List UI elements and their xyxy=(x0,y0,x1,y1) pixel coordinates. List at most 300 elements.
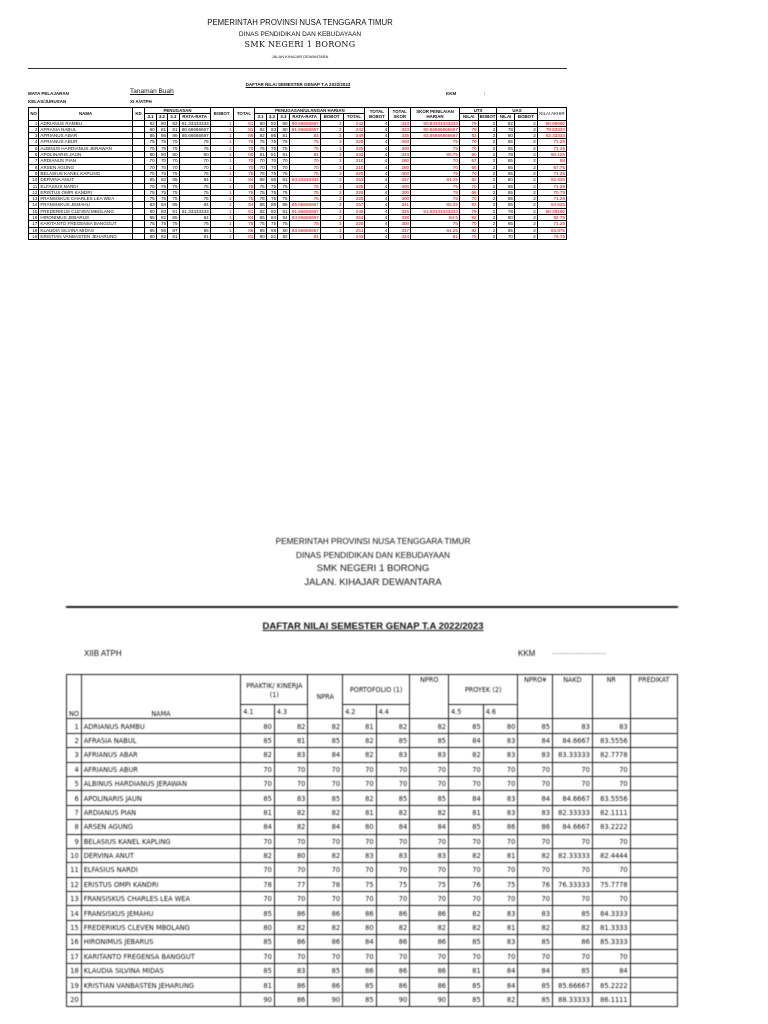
row-cell: 71.25 xyxy=(537,196,566,202)
row-cell: 324 xyxy=(389,233,411,239)
row-cell: 2 xyxy=(478,164,497,170)
b-row-predikat xyxy=(630,863,677,877)
b-row-cell: 82 xyxy=(410,920,449,934)
row-cell: 75 xyxy=(233,170,255,176)
b-row-cell: 70 xyxy=(343,892,377,906)
row-cell: 82.33333 xyxy=(537,133,566,139)
row-cell: 75 xyxy=(145,221,156,227)
row-cell: 251 xyxy=(343,227,365,233)
row-cell: 81 xyxy=(168,208,179,214)
b-row-cell: 85 xyxy=(518,992,553,1006)
row-cell: 80.75 xyxy=(411,152,460,158)
row-cell: 70 xyxy=(266,158,277,164)
b-row-cell: 70 xyxy=(308,892,343,906)
row-nama: ARSEN AGUNG xyxy=(39,164,132,170)
top-header-line-4: JALAN KIHAJAR DEWANTARA xyxy=(271,54,329,59)
row-cell: 225 xyxy=(343,170,365,176)
row-cell: 82 xyxy=(255,126,266,132)
row-cell: 70 xyxy=(156,164,167,170)
col-penugasan: PENUGASAN xyxy=(145,108,210,114)
b-row-cell: 88.33333 xyxy=(552,992,592,1006)
b-row-cell: 84 xyxy=(308,820,343,834)
row-cell: 86 xyxy=(266,177,277,183)
row-cell: 323 xyxy=(389,120,411,126)
row-cell: 2 xyxy=(478,158,497,164)
row-cell: 75 xyxy=(168,170,179,176)
b-row-cell: 70 xyxy=(308,776,343,790)
b-row-nama: AFRIANUS ABUR xyxy=(81,762,241,776)
row-cell: 82 xyxy=(459,215,478,221)
row-cell: 2 xyxy=(478,152,497,158)
row-cell: 225 xyxy=(343,221,365,227)
row-cell: 2 xyxy=(478,177,497,183)
b-row-cell: 81.3333 xyxy=(592,920,630,934)
b-row-cell: 81 xyxy=(483,848,518,862)
col-skor-penilaian: SKOR PENILAIAN HARIAN xyxy=(411,108,460,121)
table-row xyxy=(67,992,678,1006)
b-row-cell: 84 xyxy=(518,733,553,747)
b-col-npro: NPRO xyxy=(410,675,449,719)
b-row-cell: 85 xyxy=(241,733,275,747)
b-row-cell: 83 xyxy=(518,906,553,920)
b-row-nama: APOLINARIS JAUN xyxy=(81,791,241,805)
row-cell: 75 xyxy=(459,233,478,239)
row-cell: 84.25 xyxy=(411,177,460,183)
row-nama: ALBINUS HARDIANUS JERAWAN xyxy=(39,145,132,151)
row-cell: 3 xyxy=(320,139,343,145)
b-row-cell: 82 xyxy=(376,805,410,819)
table-row xyxy=(67,748,678,762)
row-cell: 82 xyxy=(278,233,289,239)
row-cell: 2 xyxy=(514,170,537,176)
top-header-line-3: SMK NEGERI 1 BORONG xyxy=(244,40,356,49)
row-cell: 300 xyxy=(389,139,411,145)
row-cell: 341 xyxy=(389,202,411,208)
top-header-line-2: DINAS PENDIDIKAN DAN KEBUDAYAAN xyxy=(238,31,362,38)
b-row-predikat xyxy=(630,776,677,790)
row-cell: 75 xyxy=(156,170,167,176)
row-cell: 70 xyxy=(411,158,460,164)
row-cell: 2 xyxy=(514,189,537,195)
b-row-nama: DERVINA ANUT xyxy=(81,848,241,862)
b-row-predikat xyxy=(630,834,677,848)
row-cell: 84.25 xyxy=(411,227,460,233)
row-cell: 82 xyxy=(266,208,277,214)
col-uas-bobot: BOBOT xyxy=(514,114,537,120)
row-cell: 70 xyxy=(459,139,478,145)
row-cell: 75 xyxy=(289,170,320,176)
col-uts: UTS xyxy=(459,108,496,114)
table-row xyxy=(67,791,678,805)
b-row-nama: ELFASIUS NARDI xyxy=(81,863,241,877)
b-row-cell: 70 xyxy=(308,863,343,877)
b-row-cell: 86 xyxy=(274,992,308,1006)
b-row-cell: 82 xyxy=(376,920,410,934)
row-cell: 81 xyxy=(156,126,167,132)
b-row-cell: 83 xyxy=(410,848,449,862)
row-cell: 81 xyxy=(179,233,210,239)
b-row-no: 4 xyxy=(67,762,82,776)
row-cell: 75 xyxy=(145,170,156,176)
b-col-nama: NAMA xyxy=(81,675,241,719)
b-row-cell: 80 xyxy=(343,920,377,934)
b-row-cell: 82 xyxy=(274,820,308,834)
row-cell: 4 xyxy=(365,133,389,139)
row-cell: 254 xyxy=(343,215,365,221)
row-cell: 75 xyxy=(278,183,289,189)
col-no: NO xyxy=(29,108,39,121)
b-row-cell: 81 xyxy=(343,719,377,733)
b-row-cell: 75 xyxy=(410,877,449,891)
b-row-cell: 70 xyxy=(518,863,553,877)
row-cell: 280 xyxy=(389,164,411,170)
row-cell: 70.75 xyxy=(537,189,566,195)
row-cell: 65 xyxy=(497,183,515,189)
b-row-cell: 70 xyxy=(552,892,592,906)
row-cell: 3 xyxy=(320,189,343,195)
row-cell: 81.33333333 xyxy=(179,208,210,214)
b-row-predikat xyxy=(630,920,677,934)
row-cell: 80 xyxy=(145,233,156,239)
row-cell: 75 xyxy=(233,221,255,227)
row-cell: 2 xyxy=(514,177,537,183)
row-nama: HIRONIMUS JEBARUS xyxy=(39,215,132,221)
row-no: 17 xyxy=(29,221,39,227)
row-cell: 4 xyxy=(365,139,389,145)
row-cell: 84 xyxy=(233,202,255,208)
row-cell: 75 xyxy=(266,196,277,202)
row-cell: 80.66666667 xyxy=(179,126,210,132)
row-cell: 1 xyxy=(210,189,233,195)
b-row-cell: 77 xyxy=(274,877,308,891)
kkm-colon: : xyxy=(484,91,486,96)
row-cell: 338 xyxy=(389,215,411,221)
b-row-cell: 85 xyxy=(241,791,275,805)
b-row-cell: 83 xyxy=(518,748,553,762)
b-row-cell: 70 xyxy=(241,863,275,877)
row-cell: 242 xyxy=(343,120,365,126)
b-row-cell: 83 xyxy=(274,964,308,978)
row-cell: 70 xyxy=(459,183,478,189)
row-cell: 75 xyxy=(255,221,266,227)
row-cell: 2 xyxy=(514,215,537,221)
row-cell: 82 xyxy=(255,208,266,214)
b-row-cell: 82.33333 xyxy=(552,805,592,819)
row-cell: 71.25 xyxy=(537,221,566,227)
row-cell: 70 xyxy=(459,221,478,227)
row-cell: 80.83333333333 xyxy=(411,120,460,126)
b-row-cell: 86 xyxy=(308,906,343,920)
b-row-cell: 76 xyxy=(449,877,484,891)
b-row-cell: 82 xyxy=(449,906,484,920)
b-row-no: 2 xyxy=(67,733,82,747)
row-cell: 242 xyxy=(343,126,365,132)
row-nama: KARITANTO FREGENSA BANGGUT xyxy=(39,221,132,227)
row-cell: 2 xyxy=(478,145,497,151)
row-nama: BELASIUS KANEL KAPLING xyxy=(39,170,132,176)
row-nama: AFRASIA NABUL xyxy=(39,126,132,132)
b-row-cell: 83 xyxy=(410,748,449,762)
b-row-cell: 82 xyxy=(241,748,275,762)
b-row-cell: 70 xyxy=(592,776,630,790)
row-cell: 66 xyxy=(459,164,478,170)
bottom-header-line-2: DINAS PENDIDIKAN DAN KEBUDAYAAN xyxy=(296,551,450,560)
row-cell: 80.66666666667 xyxy=(411,126,460,132)
row-cell: 83 xyxy=(266,126,277,132)
row-cell: 70 xyxy=(289,164,320,170)
b-row-cell: 86 xyxy=(274,935,308,949)
row-cell: 75 xyxy=(278,145,289,151)
row-cell: 84.33333333 xyxy=(289,177,320,183)
b-col-4-2: 4.2 xyxy=(343,705,377,719)
b-row-cell: 85 xyxy=(308,733,343,747)
col-ul-3-3: 3.3 xyxy=(278,114,289,120)
col-ul-3-1: 3.1 xyxy=(255,114,266,120)
row-cell: 70 xyxy=(145,158,156,164)
row-cell: 86 xyxy=(266,133,277,139)
row-cell: 65 xyxy=(497,170,515,176)
b-row-cell: 78 xyxy=(308,877,343,891)
row-cell: 75 xyxy=(411,183,460,189)
b-row-cell: 82 xyxy=(376,719,410,733)
b-row-nama: AFRASIA NABUL xyxy=(81,733,241,747)
row-cell: 80 xyxy=(459,152,478,158)
row-cell: 81.58333333333 xyxy=(411,208,460,214)
row-cell: 82 xyxy=(459,227,478,233)
row-cell: 83.66666667 xyxy=(289,227,320,233)
b-row-cell: 83.2222 xyxy=(592,820,630,834)
b-row-cell: 76 xyxy=(518,877,553,891)
row-cell: 225 xyxy=(343,189,365,195)
row-cell: 2 xyxy=(478,183,497,189)
b-row-cell: 85 xyxy=(449,820,484,834)
b-row-cell: 82 xyxy=(308,805,343,819)
b-col-praktik: PRAKTIK/ KINERJA (1) xyxy=(241,675,308,705)
col-total-bobot: TOTAL BOBOT xyxy=(365,108,389,121)
b-row-nama: ARSEN AGUNG xyxy=(81,820,241,834)
bottom-doc-title: DAFTAR NILAI SEMESTER GENAP T.A 2022/2023 xyxy=(262,621,484,632)
row-cell: 245 xyxy=(343,208,365,214)
row-cell: 225 xyxy=(343,139,365,145)
row-cell: 75 xyxy=(289,183,320,189)
table-row xyxy=(67,805,678,819)
row-no: 9 xyxy=(29,170,39,176)
row-cell: 86 xyxy=(179,227,210,233)
row-cell: 79 xyxy=(459,120,478,126)
row-cell: 70 xyxy=(278,164,289,170)
row-cell: 323 xyxy=(389,152,411,158)
b-row-cell: 70 xyxy=(518,892,553,906)
row-no: 16 xyxy=(29,215,39,221)
row-cell: 86 xyxy=(156,133,167,139)
b-row-cell: 85 xyxy=(241,935,275,949)
b-row-nama: FREDERIKUS CLEVEN MBOLANG xyxy=(81,920,241,934)
b-row-cell: 85 xyxy=(518,978,553,992)
b-row-cell: 90 xyxy=(410,992,449,1006)
b-row-cell: 70 xyxy=(518,834,553,848)
b-row-cell: 81 xyxy=(343,805,377,819)
row-cell: 75 xyxy=(255,145,266,151)
b-row-cell: 81 xyxy=(483,920,518,934)
row-cell: 300 xyxy=(389,221,411,227)
b-row-cell: 81 xyxy=(449,964,484,978)
row-cell: 78 xyxy=(497,126,515,132)
row-cell: 2 xyxy=(514,152,537,158)
row-cell: 80 xyxy=(278,227,289,233)
b-row-cell: 82 xyxy=(241,848,275,862)
kkm-label: KKM xyxy=(446,91,457,96)
table-row xyxy=(29,233,567,239)
table-row xyxy=(67,762,678,776)
row-cell: 75 xyxy=(233,139,255,145)
row-cell: 81 xyxy=(233,208,255,214)
bottom-grade-table xyxy=(66,674,678,1007)
row-cell: 65 xyxy=(497,145,515,151)
row-cell: 75 xyxy=(411,189,460,195)
b-row-cell: 76.33333 xyxy=(552,877,592,891)
b-row-predikat xyxy=(630,748,677,762)
b-row-cell: 86 xyxy=(376,935,410,949)
b-row-cell: 82 xyxy=(449,848,484,862)
row-cell: 1 xyxy=(210,215,233,221)
b-row-cell: 82 xyxy=(410,805,449,819)
b-col-no: NO xyxy=(67,675,82,719)
row-cell: 85.25 xyxy=(411,202,460,208)
b-row-cell: 85 xyxy=(410,791,449,805)
row-cell: 75 xyxy=(145,139,156,145)
b-row-cell: 85 xyxy=(449,992,484,1006)
row-cell: 75 xyxy=(233,145,255,151)
row-cell: 1 xyxy=(210,133,233,139)
b-row-no: 13 xyxy=(67,892,82,906)
row-cell: 86 xyxy=(168,133,179,139)
row-cell: 85.66666667 xyxy=(179,133,210,139)
b-row-cell: 83 xyxy=(376,848,410,862)
b-row-cell: 70 xyxy=(274,892,308,906)
b-row-cell: 82 xyxy=(343,748,377,762)
b-row-cell: 70 xyxy=(343,776,377,790)
b-row-cell: 70 xyxy=(552,762,592,776)
row-nama: DERVINA ANUT xyxy=(39,177,132,183)
b-row-cell: 85 xyxy=(241,964,275,978)
b-row-cell: 70 xyxy=(376,892,410,906)
row-cell: 4 xyxy=(365,202,389,208)
row-cell: 2 xyxy=(514,164,537,170)
row-no: 15 xyxy=(29,208,39,214)
row-cell: 84 xyxy=(233,215,255,221)
row-cell: 75 xyxy=(289,189,320,195)
row-cell: 2 xyxy=(514,183,537,189)
b-row-cell: 85 xyxy=(376,791,410,805)
row-cell: 65 xyxy=(497,139,515,145)
row-cell: 81.33333333 xyxy=(179,120,210,126)
row-cell: 65 xyxy=(497,196,515,202)
row-cell: 65 xyxy=(497,189,515,195)
row-no: 11 xyxy=(29,183,39,189)
row-cell: 75 xyxy=(233,189,255,195)
row-cell: 249 xyxy=(343,133,365,139)
row-cell: 243 xyxy=(343,233,365,239)
row-kd xyxy=(132,233,144,239)
b-row-nama: AFRIANUS ABAR xyxy=(81,748,241,762)
b-row-cell: 82 xyxy=(552,920,592,934)
row-cell: 335 xyxy=(389,133,411,139)
row-cell: 81.66666667 xyxy=(289,208,320,214)
row-cell: 75 xyxy=(411,170,460,176)
b-row-cell: 83 xyxy=(274,748,308,762)
b-row-no: 18 xyxy=(67,964,82,978)
b-row-no: 9 xyxy=(67,834,82,848)
b-row-cell: 78 xyxy=(241,877,275,891)
row-cell: 86 xyxy=(156,227,167,233)
b-row-nama: BELASIUS KANEL KAPLING xyxy=(81,834,241,848)
row-cell: 2 xyxy=(514,196,537,202)
b-row-cell: 85 xyxy=(308,964,343,978)
b-row-no: 17 xyxy=(67,949,82,963)
b-row-cell: 84 xyxy=(483,978,518,992)
row-cell: 84 xyxy=(266,215,277,221)
b-row-cell: 84 xyxy=(343,935,377,949)
b-row-cell: 70 xyxy=(449,834,484,848)
row-cell: 81 xyxy=(289,233,320,239)
table-row xyxy=(67,776,678,790)
table-row xyxy=(67,978,678,992)
row-cell: 81 xyxy=(278,152,289,158)
b-row-cell: 70 xyxy=(449,762,484,776)
b-col-4-1: 4.1 xyxy=(241,705,275,719)
b-row-nama: ARDIANUS PIAN xyxy=(81,805,241,819)
row-cell: 81 xyxy=(278,133,289,139)
row-cell: 2 xyxy=(478,215,497,221)
row-cell: 79 xyxy=(497,152,515,158)
b-row-cell: 82 xyxy=(343,733,377,747)
row-cell: 81 xyxy=(233,120,255,126)
col-3-3: 3.3 xyxy=(168,114,179,120)
row-no: 4 xyxy=(29,139,39,145)
row-nama: KRISTIAN VANBASTEN JEHARUNG xyxy=(39,233,132,239)
b-row-cell: 86 xyxy=(518,820,553,834)
b-col-portofolio: PORTOFOLIO (1) xyxy=(343,675,410,705)
b-row-cell: 86 xyxy=(376,964,410,978)
b-row-cell: 70 xyxy=(483,834,518,848)
b-row-cell: 85 xyxy=(518,719,553,733)
row-cell: 87 xyxy=(168,227,179,233)
row-cell: 75 xyxy=(179,139,210,145)
b-row-predikat xyxy=(630,978,677,992)
row-cell: 70 xyxy=(168,158,179,164)
b-row-cell: 81 xyxy=(241,978,275,992)
table-row xyxy=(67,848,678,862)
row-nama: FRANSISKUS JEMAHU xyxy=(39,202,132,208)
row-no: 1 xyxy=(29,120,39,126)
row-cell: 1 xyxy=(210,158,233,164)
b-row-cell: 70 xyxy=(552,949,592,963)
b-row-no: 5 xyxy=(67,776,82,790)
row-cell: 84 xyxy=(156,202,167,208)
row-cell: 225 xyxy=(343,196,365,202)
b-row-cell: 85 xyxy=(552,906,592,920)
b-row-cell: 83 xyxy=(592,719,630,733)
row-cell: 86 xyxy=(255,202,266,208)
row-cell: 82 xyxy=(156,215,167,221)
row-cell: 2 xyxy=(514,221,537,227)
row-cell: 70 xyxy=(266,164,277,170)
row-cell: 82 xyxy=(459,177,478,183)
b-row-cell: 86.1111 xyxy=(592,992,630,1006)
row-cell: 88 xyxy=(255,177,266,183)
row-cell: 1 xyxy=(210,208,233,214)
row-cell: 80 xyxy=(179,152,210,158)
